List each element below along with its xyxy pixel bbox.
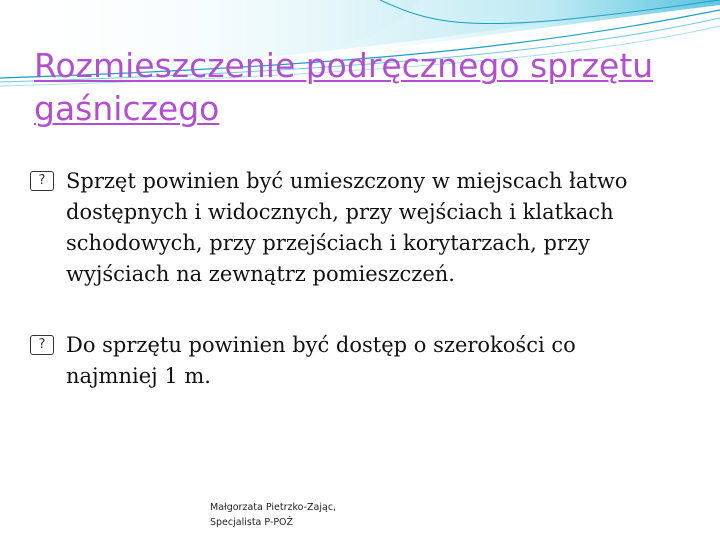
author-name: Małgorzata Pietrzko-Zając, (210, 502, 337, 513)
author-credit (210, 500, 336, 530)
author-role: Specjalista P-POŻ (210, 517, 294, 528)
bullet-text: Sprzęt powinien być umieszczony w miejscach łatwo dostępnych i widocznych, przy wejściach i klatkach schodowych, przy przejściach i korytarzach, przy wyjściach na zewnątrz pomieszczeń. (66, 169, 628, 286)
bullet-marker-icon: ? (30, 171, 54, 191)
bullet-item (30, 330, 670, 392)
slide-title: Rozmieszczenie podręcznego sprzętu gaśniczego (34, 46, 654, 128)
bullet-marker-icon: ? (30, 335, 54, 355)
bullet-list (30, 166, 670, 392)
bullet-item (30, 166, 670, 290)
bullet-text: Do sprzętu powinien być dostęp o szerokości co najmniej 1 m. (66, 333, 576, 388)
